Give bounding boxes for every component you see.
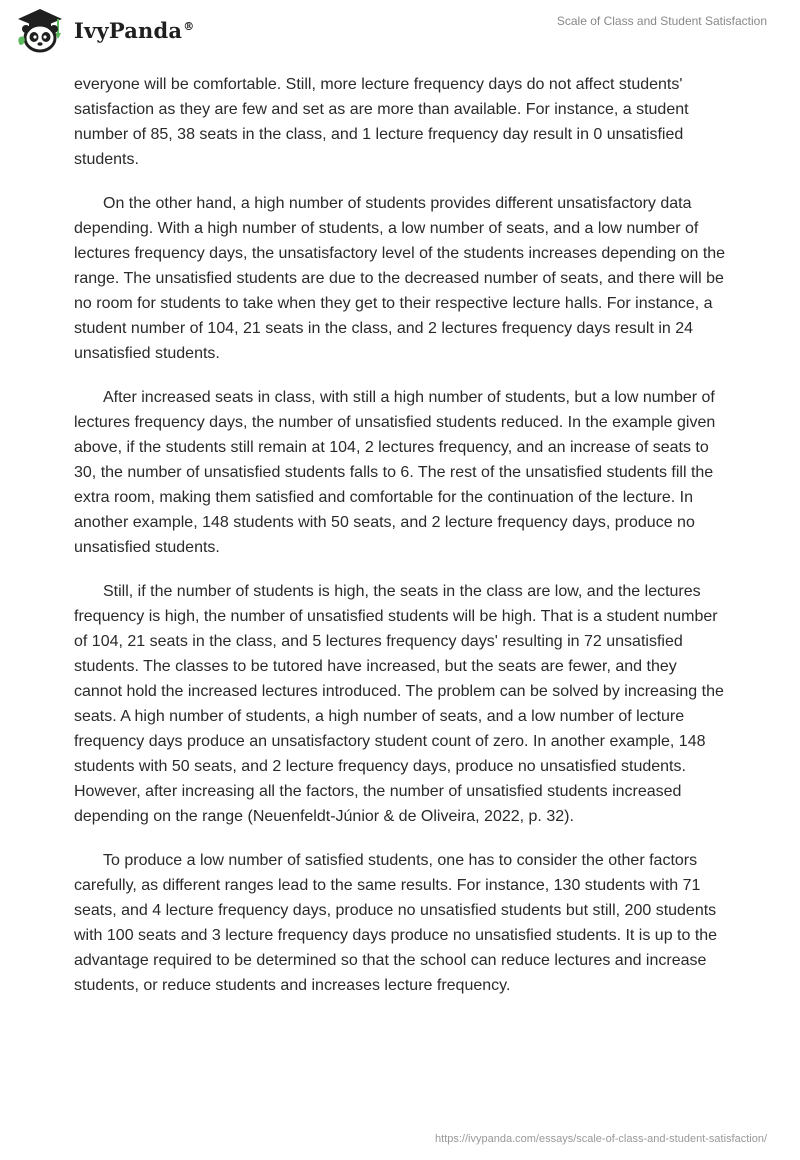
paragraph: On the other hand, a high number of students provides different unsatisfactory data depending. With a high number of students, a low number of seats, and a low number of lectures frequency days, the unsatisfactory level of the students increases depending on the range. The unsatisfied students are due to the decreased number of seats, and there will be no room for students to take when they get to their respective lecture halls. For instance, a student number of 104, 21 seats in the class, and 2 lectures frequency days result in 24 unsatisfied students.	[74, 195, 726, 362]
logo-wordmark: IvyPanda®	[74, 17, 195, 43]
registered-mark: ®	[183, 19, 195, 33]
paragraph: To produce a low number of satisfied students, one has to consider the other factors carefully, as different ranges lead to the same results. For instance, 130 students with 71 seats, and 4 lecture frequency days, produce no unsatisfied students but still, 200 students with 100 seats and 3 lecture frequency days produce no unsatisfied students. It is up to the advantage required to be determined so that the school can reduce lectures and increase students, or reduce students and increases lecture frequency.	[74, 852, 718, 994]
panda-graduation-cap-icon	[14, 7, 66, 53]
paragraph: After increased seats in class, with still a high number of students, but a low number of lectures frequency days, the number of unsatisfied students reduced. In the example given above, if the students still remain at 104, 2 lectures frequency, and an increase of seats to 30, the number of unsatisfied students falls to 6. The rest of the unsatisfied students fill the extra room, making them satisfied and comfortable for the continuation of the lecture. In another example, 148 students with 50 seats, and 2 lecture frequency days, produce no unsatisfied students.	[74, 389, 716, 556]
source-url-link[interactable]: https://ivypanda.com/essays/scale-of-class-and-student-satisfaction/	[435, 1133, 767, 1145]
essay-body	[74, 72, 729, 1017]
paragraph: everyone will be comfortable. Still, more lecture frequency days do not affect students' satisfaction as they are few and set as are more than available. For instance, a student number of 85, 38 seats in the class, and 1 lecture frequency day result in 0 unsatisfied students.	[74, 76, 689, 168]
page-header	[0, 0, 800, 60]
paragraph: Still, if the number of students is high, the seats in the class are low, and the lectures frequency is high, the number of unsatisfied students will be high. That is a student number of 104, 21 seats in the class, and 5 lectures frequency days' resulting in 72 unsatisfied students. The classes to be tutored have increased, but the seats are fewer, and they cannot hold the increased lectures introduced. The problem can be solved by increasing the seats. A high number of students, a high number of seats, and a low number of lecture frequency days produce an unsatisfactory student count of zero. In another example, 148 students with 50 seats, and 2 lecture frequency days, produce no unsatisfied students. However, after increasing all the factors, the number of unsatisfied students increased depending on the range (Neuenfeldt-Júnior & de Oliveira, 2022, p. 32).	[74, 583, 724, 825]
document-title: Scale of Class and Student Satisfaction	[556, 14, 767, 28]
ivypanda-logo[interactable]	[14, 7, 194, 53]
